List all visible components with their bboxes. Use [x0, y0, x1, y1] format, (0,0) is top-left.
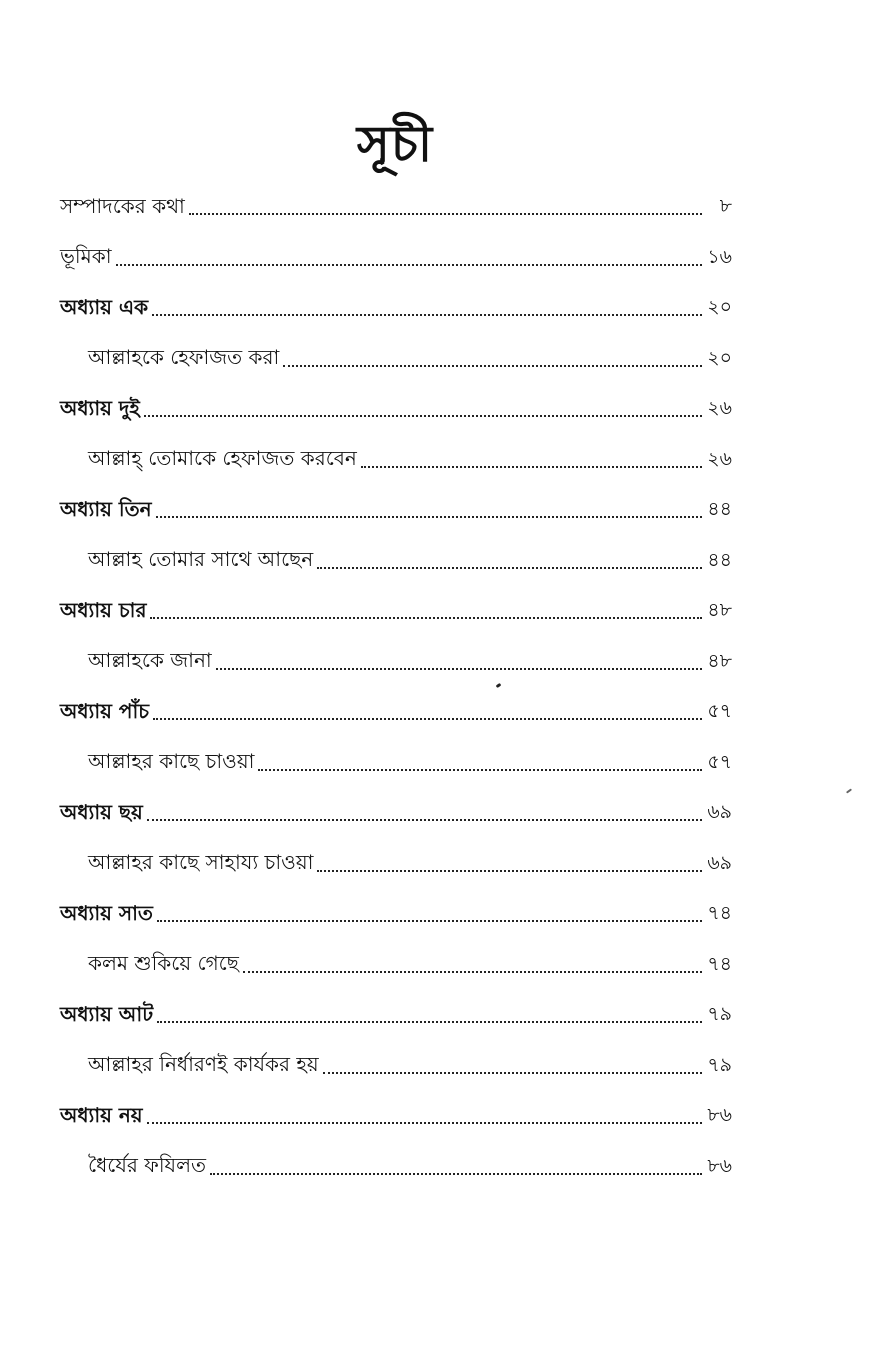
dot-leader [157, 1021, 702, 1023]
toc-entry-label: আল্লাহ্ তোমাকে হেফাজত করবেন [88, 446, 357, 471]
dot-leader [153, 718, 702, 720]
toc-chapter-entry [60, 890, 732, 941]
table-of-contents [60, 183, 732, 1193]
toc-section-entry [60, 436, 732, 487]
dot-leader [210, 1173, 702, 1175]
toc-entry-label: অধ্যায় সাত [60, 900, 153, 925]
toc-entry-page-number: ১৬ [707, 245, 732, 268]
toc-entry-page-number: ৫৭ [707, 750, 732, 773]
dot-leader [361, 466, 702, 468]
toc-entry-label: আল্লাহর কাছে সাহায্য চাওয়া [88, 850, 314, 875]
toc-entry-label: ভূমিকা [60, 244, 112, 269]
scan-speck [846, 788, 852, 793]
page-title: সূচী [356, 115, 434, 173]
toc-entry-page-number: ৪৪ [707, 548, 732, 571]
toc-section-entry [60, 1143, 732, 1194]
toc-entry-label: সম্পাদকের কথা [60, 193, 185, 218]
toc-entry-page-number: ৪৪ [707, 498, 732, 521]
toc-entry-label: আল্লাহকে হেফাজত করা [88, 345, 280, 370]
toc-entry-label: ধৈর্যের ফযিলত [88, 1153, 206, 1178]
toc-entry-page-number: ২৬ [707, 397, 732, 420]
toc-entry-page-number: ৮৬ [707, 1154, 732, 1177]
toc-entry-label: আল্লাহর নির্ধারণই কার্যকর হয় [88, 1052, 319, 1077]
dot-leader [258, 769, 702, 771]
toc-chapter-entry [60, 991, 732, 1042]
dot-leader [317, 567, 702, 569]
toc-entry-page-number: ৪৮ [707, 649, 732, 672]
dot-leader [157, 920, 702, 922]
toc-entry-label: আল্লাহর কাছে চাওয়া [88, 749, 255, 774]
toc-chapter-entry [60, 789, 732, 840]
dot-leader [323, 1072, 702, 1074]
toc-entry-label: অধ্যায় তিন [60, 496, 152, 521]
dot-leader [283, 365, 702, 367]
toc-chapter-entry [60, 486, 732, 537]
toc-section-entry [60, 537, 732, 588]
toc-chapter-entry [60, 688, 732, 739]
toc-entry-page-number: ৭৯ [707, 1003, 732, 1026]
dot-leader [243, 971, 702, 973]
toc-entry-label: অধ্যায় দুই [60, 395, 140, 420]
toc-section-entry [60, 638, 732, 689]
toc-entry-page-number: ৭৪ [707, 902, 732, 925]
toc-entry-page-number: ৬৯ [707, 801, 732, 824]
toc-entry-label: অধ্যায় এক [60, 294, 149, 319]
toc-entry-page-number: ৭৪ [707, 952, 732, 975]
toc-chapter-entry [60, 587, 732, 638]
toc-section-entry [60, 335, 732, 386]
toc-entry-label: আল্লাহ তোমার সাথে আছেন [88, 547, 314, 572]
toc-entry-label: অধ্যায় নয় [60, 1102, 143, 1127]
toc-entry [60, 234, 732, 285]
toc-entry-label: অধ্যায় ছয় [60, 799, 143, 824]
toc-entry-page-number: ২৬ [707, 447, 732, 470]
toc-entry-label: অধ্যায় আট [60, 1001, 154, 1026]
toc-chapter-entry [60, 385, 732, 436]
toc-section-entry [60, 941, 732, 992]
toc-entry-page-number: ৮ [719, 195, 732, 218]
dot-leader [150, 617, 702, 619]
dot-leader [116, 264, 702, 266]
toc-entry-label: অধ্যায় পাঁচ [60, 698, 150, 723]
dot-leader [147, 1122, 702, 1124]
dot-leader [216, 668, 702, 670]
toc-entry-label: কলম শুকিয়ে গেছে [88, 951, 239, 976]
toc-entry [60, 183, 732, 234]
toc-chapter-entry [60, 1092, 732, 1143]
toc-entry-page-number: ৭৯ [707, 1053, 732, 1076]
toc-entry-label: অধ্যায় চার [60, 597, 147, 622]
toc-entry-page-number: ৬৯ [707, 851, 732, 874]
toc-section-entry [60, 739, 732, 790]
dot-leader [156, 516, 702, 518]
toc-entry-label: আল্লাহকে জানা [88, 648, 212, 673]
dot-leader [152, 314, 702, 316]
toc-entry-page-number: ৪৮ [707, 599, 732, 622]
toc-chapter-entry [60, 284, 732, 335]
dot-leader [317, 870, 702, 872]
toc-entry-page-number: ২০ [707, 346, 732, 369]
dot-leader [144, 415, 702, 417]
toc-entry-page-number: ৮৬ [707, 1104, 732, 1127]
toc-section-entry [60, 1042, 732, 1093]
dot-leader [189, 213, 702, 215]
toc-section-entry [60, 840, 732, 891]
toc-entry-page-number: ৫৭ [707, 700, 732, 723]
toc-entry-page-number: ২০ [707, 296, 732, 319]
dot-leader [147, 819, 702, 821]
